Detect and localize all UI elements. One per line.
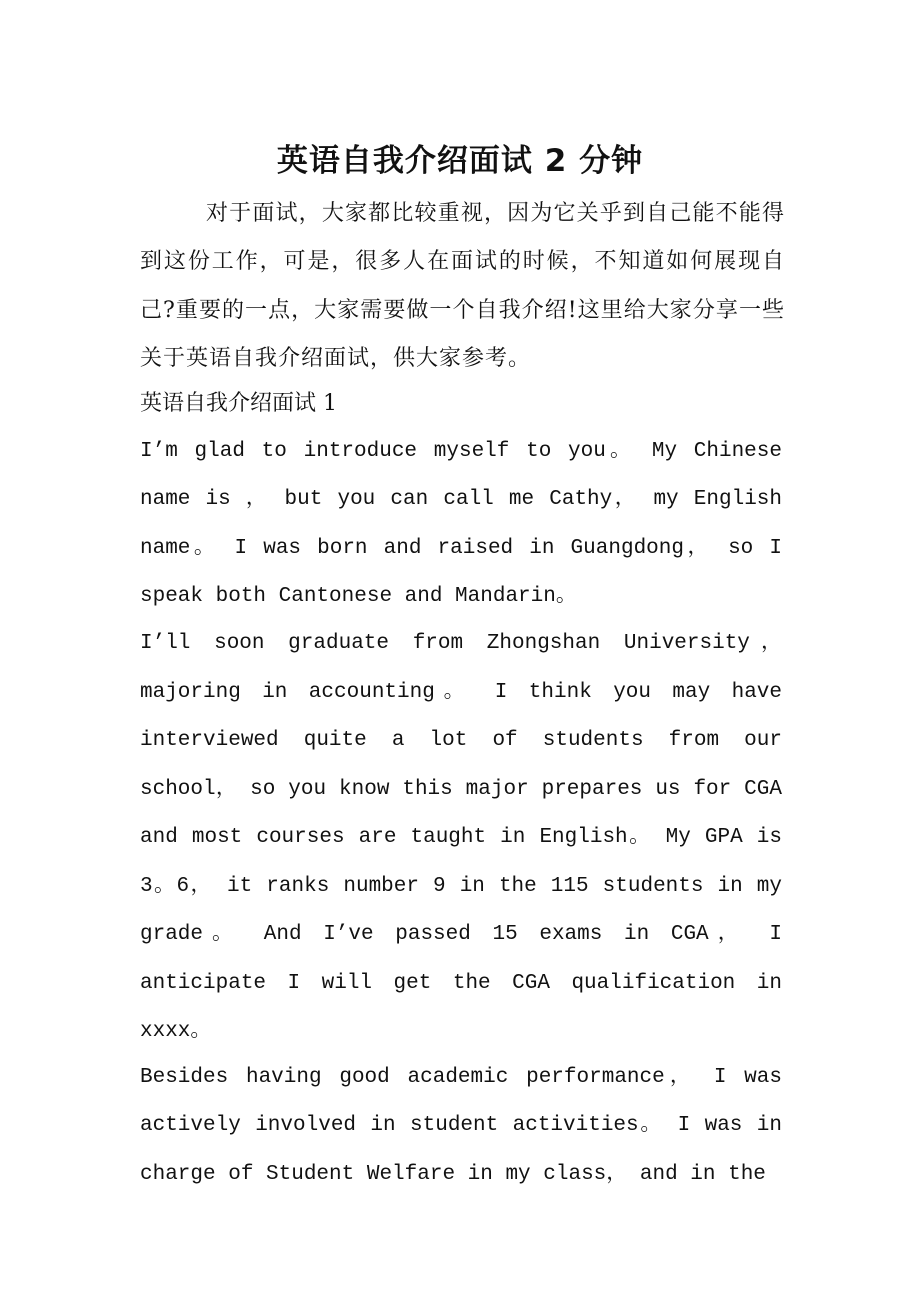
intro-paragraph: 对于面试，大家都比较重视，因为它关乎到自己能不能得到这份工作，可是，很多人在面试的时候，不知道如何展现自己?重要的一点，大家需要做一个自我介绍!这里给大家分享一些关于英语自我介绍面试，供大家参考。 — [140, 201, 785, 371]
document-title: 英语自我介绍面试 2 分钟 — [276, 142, 644, 179]
body-paragraph-3: Besides having good academic performance， I was actively involved in student activities。 I was in charge of Student Welfare in my class， and in the — [140, 1066, 782, 1186]
body-paragraph-2: I’ll soon graduate from Zhongshan University， majoring in accounting。 I think you may have interviewed quite a lot of students from our school， so you know this major prepares us for CGA and most courses are taught in English。 My GPA is 3。6， it ranks number 9 in the 115 students in my grade。 And I’ve passed 15 exams in CGA， I anticipate I will get the CGA qualification in xxxx。 — [140, 632, 782, 1043]
body-paragraph-1: I’m glad to introduce myself to you。 My Chinese name is ， but you can call me Cathy， my English name。 I was born and raised in Guangdong， so I speak both Cantonese and Mandarin。 — [140, 440, 782, 608]
section-heading: 英语自我介绍面试 1 — [140, 391, 337, 416]
